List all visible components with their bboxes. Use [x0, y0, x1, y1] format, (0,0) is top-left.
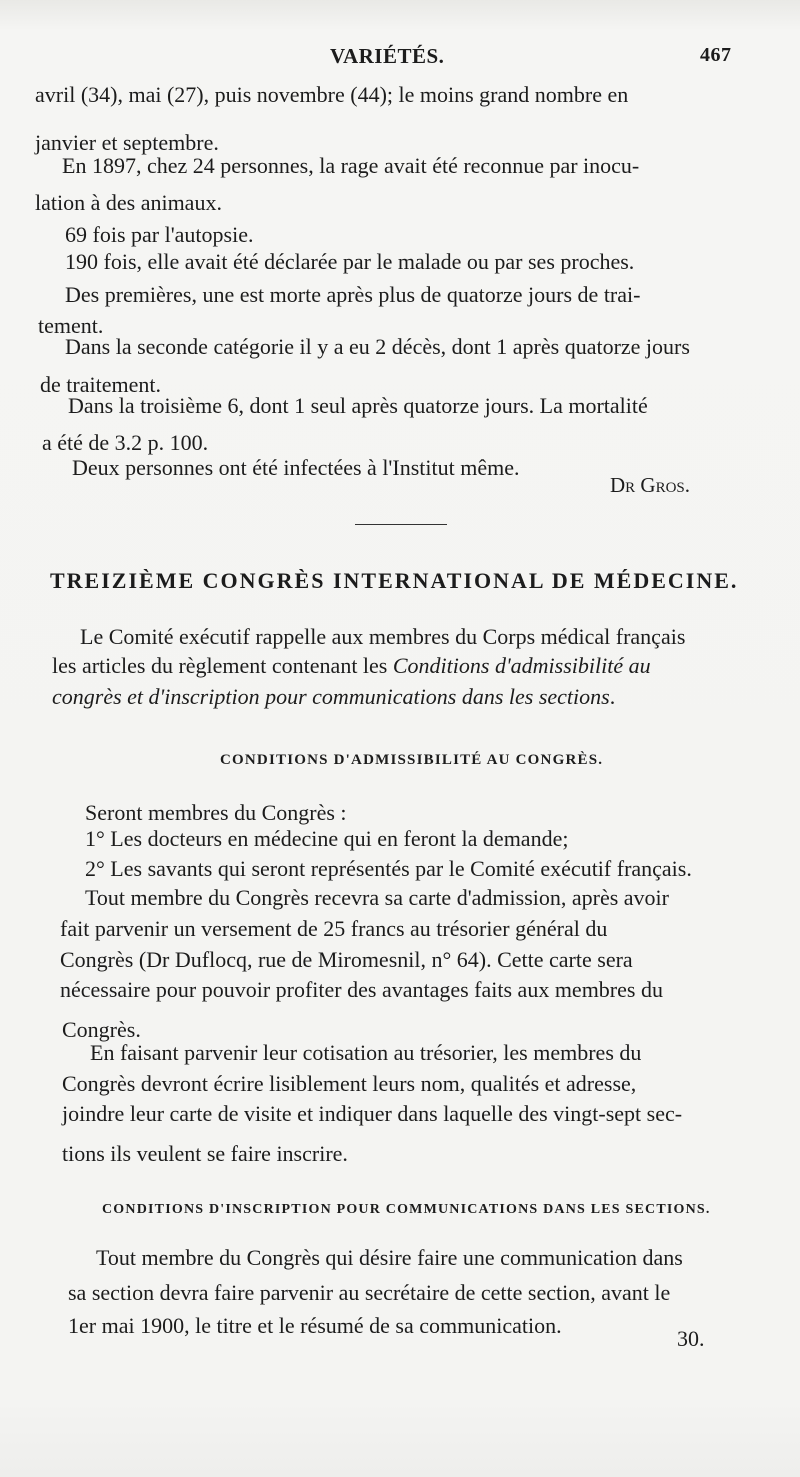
signature-mark: 30.	[677, 1326, 705, 1351]
text-line: joindre leur carte de visite et indiquer dans laquelle des vingt-sept sec-	[62, 1101, 683, 1126]
text-line: Congrès (Dr Duflocq, rue de Miromesnil, n° 64). Cette carte sera	[60, 947, 633, 972]
text-line: Congrès.	[62, 1017, 141, 1042]
text-line: nécessaire pour pouvoir profiter des avantages faits aux membres du	[60, 977, 663, 1002]
text-line: sa section devra faire parvenir au secrétaire de cette section, avant le	[68, 1280, 671, 1305]
intro-line	[52, 684, 615, 710]
text-line: 2° Les savants qui seront représentés par le Comité exécutif français.	[85, 856, 692, 881]
text-line: lation à des animaux.	[35, 190, 222, 215]
text-line: 1er mai 1900, le titre et le résumé de sa communication.	[68, 1313, 562, 1338]
section-title: TREIZIÈME CONGRÈS INTERNATIONAL DE MÉDECINE.	[50, 568, 739, 593]
text-line: Deux personnes ont été infectées à l'Institut même.	[72, 455, 520, 480]
text-line: Des premières, une est morte après plus de quatorze jours de trai-	[65, 282, 641, 307]
text-line: avril (34), mai (27), puis novembre (44); le moins grand nombre en	[35, 82, 629, 107]
text-line: fait parvenir un versement de 25 francs au trésorier général du	[60, 916, 608, 941]
intro-text: .	[609, 684, 616, 709]
intro-line: Le Comité exécutif rappelle aux membres du Corps médical français	[80, 624, 686, 649]
text-line: tement.	[38, 313, 104, 338]
section-divider	[355, 524, 447, 525]
text-line: Tout membre du Congrès recevra sa carte d'admission, après avoir	[85, 885, 669, 910]
text-line: 69 fois par l'autopsie.	[65, 222, 254, 247]
text-line: de traitement.	[40, 372, 161, 397]
subsection-title: CONDITIONS D'ADMISSIBILITÉ AU CONGRÈS.	[220, 752, 604, 768]
intro-italic-text: Conditions d'admissibilité au	[392, 653, 651, 678]
text-line: 1° Les docteurs en médecine qui en feront la demande;	[85, 826, 569, 851]
text-line: Tout membre du Congrès qui désire faire une communication dans	[96, 1245, 683, 1270]
subsection-title: CONDITIONS D'INSCRIPTION POUR COMMUNICATIONS DANS LES SECTIONS.	[102, 1202, 711, 1217]
page-number: 467	[700, 44, 732, 66]
intro-italic-text: congrès et d'inscription pour communications dans les sections	[52, 684, 610, 709]
signature: Dr Gros.	[610, 473, 691, 497]
text-line: a été de 3.2 p. 100.	[42, 430, 209, 455]
intro-line	[52, 653, 651, 679]
text-line: Dans la seconde catégorie il y a eu 2 décès, dont 1 après quatorze jours	[65, 334, 690, 359]
text-line: En 1897, chez 24 personnes, la rage avait été reconnue par inocu-	[62, 153, 640, 178]
text-line: tions ils veulent se faire inscrire.	[62, 1141, 348, 1166]
text-line: Congrès devront écrire lisiblement leurs nom, qualités et adresse,	[62, 1071, 637, 1096]
running-head: VARIÉTÉS.	[330, 44, 445, 68]
text-line: janvier et septembre.	[35, 130, 219, 155]
text-line: Seront membres du Congrès :	[85, 800, 347, 825]
text-line: Dans la troisième 6, dont 1 seul après quatorze jours. La mortalité	[68, 393, 648, 418]
text-line: En faisant parvenir leur cotisation au trésorier, les membres du	[90, 1040, 642, 1065]
text-line: 190 fois, elle avait été déclarée par le malade ou par ses proches.	[65, 249, 635, 274]
intro-text: les articles du règlement contenant les	[52, 653, 393, 678]
